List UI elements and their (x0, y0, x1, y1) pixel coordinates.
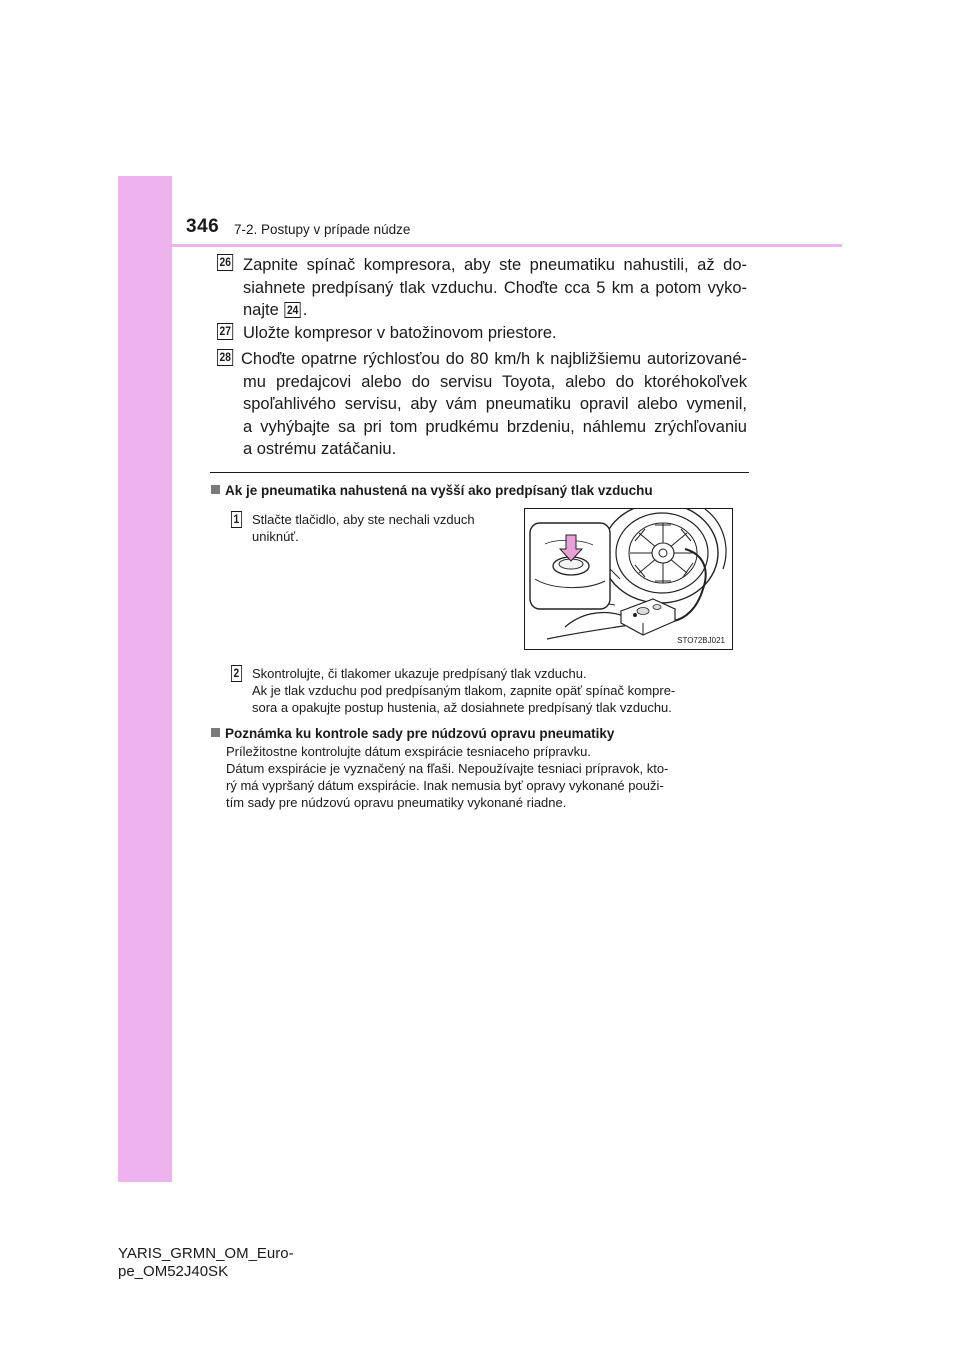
step-26-line-1: Zapnite spínač kompresora, aby ste pneumatiku nahustili, až do- (243, 256, 747, 274)
step-26-last-prefix: najte (243, 301, 279, 319)
step-marker-26: 26 (217, 254, 233, 271)
substep-2-line-2: Ak je tlak vzduchu pod predpísaným tlakom, zapnite opäť spínač kompre- (252, 683, 676, 698)
step-28-line-1: Choďte opatrne rýchlosťou do 80 km/h k najbližšiemu autorizované- (241, 350, 747, 368)
section-divider (210, 472, 749, 473)
header-rule (172, 244, 842, 247)
footer-line-2: pe_OM52J40SK (118, 1263, 229, 1280)
step-marker-27: 27 (217, 323, 233, 340)
section-heading-kit-check-text: Poznámka ku kontrole sady pre núdzovú opravu pneumatiky (225, 726, 615, 741)
footer-line-1: YARIS_GRMN_OM_Euro- (118, 1245, 294, 1262)
step-26-last-suffix: . (302, 301, 308, 319)
document-footer (118, 1245, 294, 1281)
step-26-line-2: siahnete predpísaný tlak vzduchu. Choďte cca 5 km a potom vyko- (243, 278, 747, 297)
step-marker-28: 28 (217, 349, 233, 366)
kit-check-line-3: rý má vypršaný dátum exspirácie. Inak nemusia byť opravy vykonané použi- (226, 778, 664, 793)
bullet-square-icon (211, 485, 220, 494)
section-title: 7-2. Postupy v prípade núdze (234, 222, 411, 237)
step-28-line-3: spoľahlivého servisu, aby vám pneumatiku opravil alebo vymenil, (243, 395, 747, 413)
substep-2-text (252, 665, 752, 716)
section-kit-check-text (226, 743, 752, 811)
substep-1-text (252, 511, 517, 545)
substep-marker-1: 1 (231, 511, 242, 528)
kit-check-line-2: Dátum exspirácie je vyznačený na fľaši. Nepoužívajte tesniaci prípravok, kto- (226, 761, 669, 776)
substep-1-line-1: Stlačte tlačidlo, aby ste nechali vzduch (252, 512, 475, 527)
substep-marker-2: 2 (231, 665, 242, 682)
section-heading-kit-check (211, 726, 614, 741)
page-number: 346 (186, 216, 220, 237)
section-heading-overpressure (211, 483, 653, 498)
step-26-line-3 (243, 299, 747, 322)
kit-check-line-4: tím sady pre núdzovú opravu pneumatiky vykonané riadne. (226, 795, 567, 810)
tire-compressor-illustration (525, 509, 732, 649)
kit-check-line-1: Príležitostne kontrolujte dátum exspirácie tesniaceho prípravku. (226, 744, 591, 759)
bullet-square-icon (211, 728, 220, 737)
substep-1-line-2: uniknúť. (252, 529, 299, 544)
step-26-text (243, 254, 747, 322)
side-tab-bar (118, 176, 172, 1182)
step-27-line-1: Uložte kompresor v batožinovom priestore. (243, 324, 557, 342)
step-marker-24: 24 (285, 302, 301, 318)
substep-2-line-1: Skontrolujte, či tlakomer ukazuje predpísaný tlak vzduchu. (252, 666, 587, 681)
step-28-line-2: mu predajcovi alebo do servisu Toyota, alebo do ktoréhokoľvek (243, 372, 747, 391)
illustration-code: STO72BJ021 (677, 636, 725, 645)
step-27-text (243, 322, 747, 345)
illustration-pressure-release (524, 508, 733, 650)
step-28-line-5: a ostrému zatáčaniu. (243, 440, 397, 458)
substep-2-line-3: sora a opakujte postup hustenia, až dosiahnete predpísaný tlak vzduchu. (252, 700, 672, 715)
step-28-line-4: a vyhýbajte sa pri tom prudkému brzdeniu, náhlemu zrýchľovaniu (243, 417, 747, 436)
section-heading-overpressure-text: Ak je pneumatika nahustená na vyšší ako predpísaný tlak vzduchu (225, 483, 653, 498)
step-28-text (241, 348, 747, 461)
